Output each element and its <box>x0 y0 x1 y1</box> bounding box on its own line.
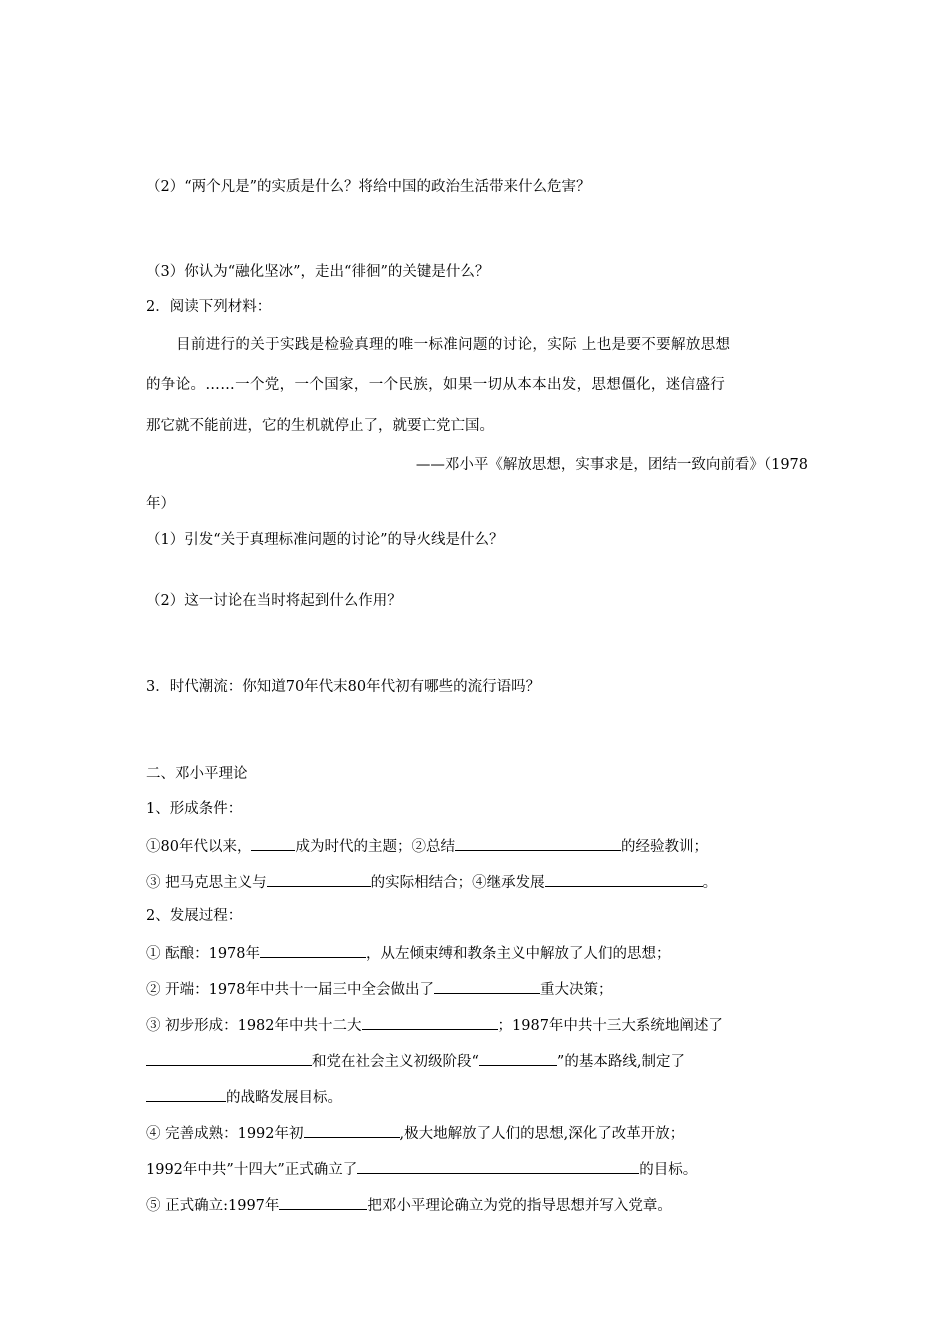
quote-source-tail: 年） <box>146 496 175 512</box>
process-line-4 <box>146 1050 685 1072</box>
condition-line-2 <box>146 871 717 893</box>
blank-line <box>251 835 295 851</box>
text: 和党在社会主义初级阶段“ <box>312 1054 479 1070</box>
item-2-title: 2．阅读下列材料： <box>146 299 272 315</box>
text: ① 酝酿：1978年 <box>146 946 261 962</box>
blank-line <box>434 978 540 994</box>
text: 。 <box>702 875 718 891</box>
blank-line <box>479 1050 557 1066</box>
text: ，从左倾束缚和教条主义中解放了人们的思想； <box>366 946 671 962</box>
blank-line <box>362 1014 498 1030</box>
subsection-1-title: 1、形成条件： <box>146 801 243 817</box>
process-line-8 <box>146 1194 672 1216</box>
text: 1992年中共”十四大”正式确立了 <box>146 1162 358 1178</box>
text: ”的基本路线,制定了 <box>556 1054 685 1070</box>
quote-line-2: 的争论。……一个党，一个国家，一个民族，如果一切从本本出发，思想僵化，迷信盛行 <box>146 377 726 393</box>
section-heading: 二、邓小平理论 <box>146 766 248 782</box>
question-1-2: （2）“两个凡是”的实质是什么？将给中国的政治生活带来什么危害？ <box>146 179 591 195</box>
blank-line <box>146 1050 312 1066</box>
process-line-1 <box>146 942 671 964</box>
process-line-3 <box>146 1014 723 1036</box>
item-3: 3．时代潮流：你知道70年代末80年代初有哪些的流行语吗？ <box>146 679 541 695</box>
process-line-7 <box>146 1158 697 1180</box>
blank-line <box>146 1086 226 1102</box>
blank-line <box>357 1158 639 1174</box>
question-2-1: （1）引发“关于真理标准问题的讨论”的导火线是什么？ <box>146 532 504 548</box>
quote-line-1: 目前进行的关于实践是检验真理的唯一标准问题的讨论，实际 上也是要不要解放思想 <box>176 337 731 353</box>
question-2-2: （2）这一讨论在当时将起到什么作用？ <box>146 593 402 609</box>
blank-line <box>545 871 703 887</box>
text: ③ 初步形成：1982年中共十二大 <box>146 1018 362 1034</box>
blank-line <box>455 835 621 851</box>
text: ①80年代以来， <box>146 839 252 855</box>
blank-line <box>279 1194 367 1210</box>
blank-line <box>304 1122 400 1138</box>
subsection-2-title: 2、发展过程： <box>146 908 243 924</box>
text: ⑤ 正式确立:1997年 <box>146 1198 280 1214</box>
text: ,极大地解放了人们的思想,深化了改革开放； <box>399 1126 685 1142</box>
text: 的战略发展目标。 <box>226 1090 342 1106</box>
text: ④ 完善成熟：1992年初 <box>146 1126 304 1142</box>
quote-source: ——邓小平《解放思想，实事求是，团结一致向前看》（1978 <box>415 457 808 473</box>
blank-line <box>267 871 371 887</box>
condition-line-1 <box>146 835 708 857</box>
process-line-5 <box>146 1086 342 1108</box>
text: 的实际相结合；④继承发展 <box>370 875 545 891</box>
text: 的经验教训； <box>620 839 708 855</box>
text: ③ 把马克思主义与 <box>146 875 267 891</box>
process-line-2 <box>146 978 613 1000</box>
text: 的目标。 <box>639 1162 698 1178</box>
blank-line <box>260 942 366 958</box>
quote-line-3: 那它就不能前进，它的生机就停止了，就要亡党亡国。 <box>146 418 494 434</box>
process-line-6 <box>146 1122 684 1144</box>
question-1-3: （3）你认为“融化坚冰”，走出“徘徊”的关键是什么？ <box>146 264 490 280</box>
text: ；1987年中共十三大系统地阐述了 <box>497 1018 723 1034</box>
text: ② 开端：1978年中共十一届三中全会做出了 <box>146 982 435 998</box>
text: 成为时代的主题；②总结 <box>295 839 455 855</box>
text: 把邓小平理论确立为党的指导思想并写入党章。 <box>367 1198 672 1214</box>
text: 重大决策； <box>540 982 613 998</box>
